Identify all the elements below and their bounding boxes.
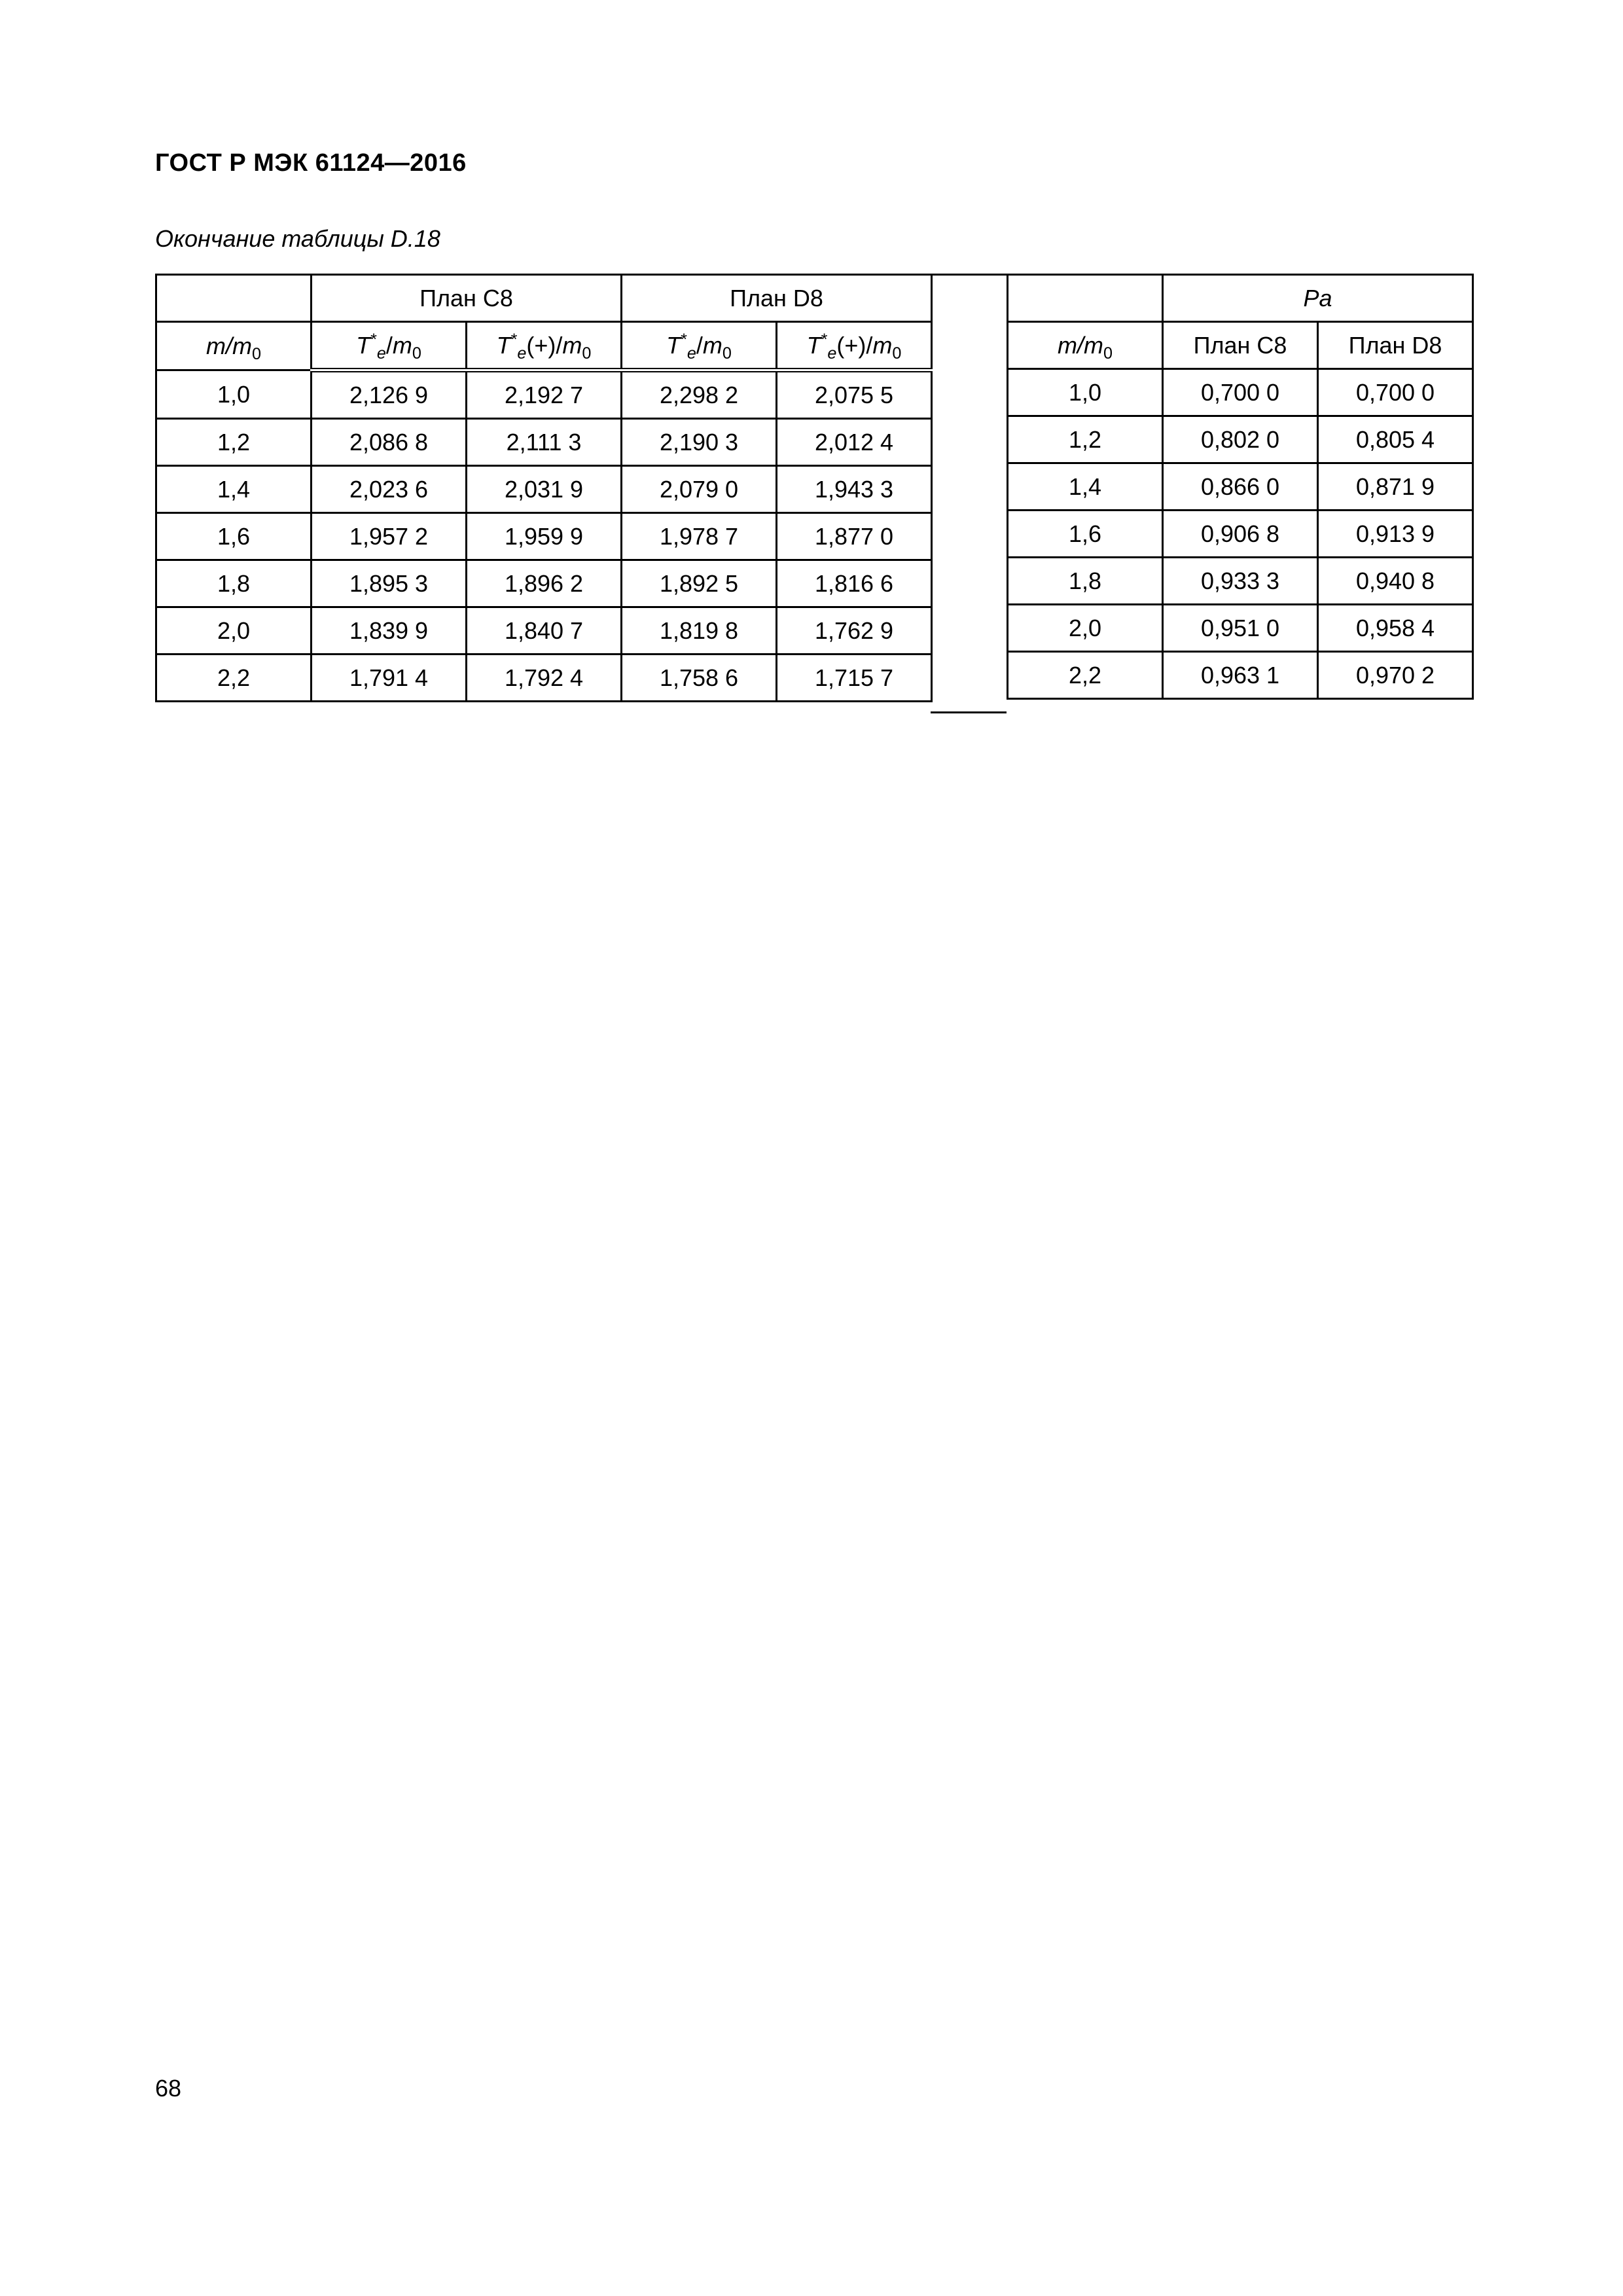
table-cell: 1,957 2 (312, 513, 467, 560)
table-cell: 0,906 8 (1163, 511, 1318, 558)
table-cell: 2,023 6 (312, 466, 467, 513)
header-rest: (+)/m (526, 331, 582, 359)
table-cell: 1,715 7 (777, 655, 932, 702)
header-subscript-e: e (376, 344, 386, 363)
table-cell: 0,913 9 (1318, 511, 1473, 558)
table-row (156, 466, 932, 513)
group-header-cell: Pa (1163, 275, 1473, 322)
header-superscript: * (681, 330, 687, 349)
header-subscript-e: e (827, 344, 837, 363)
column-header-row (1008, 322, 1473, 369)
table-cell: 1,978 7 (622, 513, 777, 560)
table-cell: 2,190 3 (622, 419, 777, 466)
header-subscript: 0 (1103, 344, 1113, 363)
table-cell: 0,963 1 (1163, 652, 1318, 699)
header-rest: /m (385, 331, 412, 359)
document-header: ГОСТ Р МЭК 61124—2016 (155, 149, 467, 177)
table-cell: 0,871 9 (1318, 463, 1473, 511)
table-row (1008, 652, 1473, 699)
column-header (312, 322, 467, 370)
table-cell: 1,896 2 (467, 560, 622, 607)
table-cell: 1,839 9 (312, 607, 467, 655)
table-cell: 0,802 0 (1163, 416, 1318, 463)
column-header-row (156, 322, 932, 370)
table-cell: 1,959 9 (467, 513, 622, 560)
table-row (1008, 511, 1473, 558)
table-row (1008, 463, 1473, 511)
table-row (156, 513, 932, 560)
row-key-cell: 1,0 (1008, 369, 1163, 416)
table-cell: 2,298 2 (622, 370, 777, 419)
row-key-cell: 1,8 (156, 560, 312, 607)
table-cell: 2,192 7 (467, 370, 622, 419)
table-cell: 2,012 4 (777, 419, 932, 466)
group-header-row (1008, 275, 1473, 322)
table-cell: 0,700 0 (1318, 369, 1473, 416)
right-data-table (1007, 274, 1474, 700)
header-symbol: T (356, 331, 371, 359)
empty-header-cell (156, 275, 312, 322)
table-cell: 0,970 2 (1318, 652, 1473, 699)
row-key-cell: 1,0 (156, 370, 312, 419)
header-rest: /m (696, 331, 722, 359)
row-key-cell: 2,0 (156, 607, 312, 655)
table-cell: 2,111 3 (467, 419, 622, 466)
header-subscript: 0 (892, 344, 902, 363)
row-key-cell: 1,2 (156, 419, 312, 466)
row-key-cell: 2,2 (156, 655, 312, 702)
table-cell: 1,791 4 (312, 655, 467, 702)
table-cell: 1,758 6 (622, 655, 777, 702)
table-cell: 0,700 0 (1163, 369, 1318, 416)
table-cell: 1,762 9 (777, 607, 932, 655)
table-row (1008, 369, 1473, 416)
row-key-cell: 1,4 (1008, 463, 1163, 511)
header-subscript: 0 (251, 344, 261, 363)
table-cell: 2,086 8 (312, 419, 467, 466)
column-header (1318, 322, 1473, 369)
row-key-cell: 1,6 (156, 513, 312, 560)
column-header-text: План D8 (1348, 331, 1442, 359)
table-cell: 0,933 3 (1163, 558, 1318, 605)
row-key-cell: 1,4 (156, 466, 312, 513)
table-row (156, 560, 932, 607)
table-cell: 2,126 9 (312, 370, 467, 419)
header-symbol: T (806, 331, 821, 359)
row-key-cell: 2,0 (1008, 605, 1163, 652)
table-cell: 2,075 5 (777, 370, 932, 419)
row-key-cell: 1,8 (1008, 558, 1163, 605)
header-subscript-e: e (687, 344, 696, 363)
header-symbol: T (496, 331, 511, 359)
row-key-cell: 2,2 (1008, 652, 1163, 699)
header-symbol: T (666, 331, 681, 359)
table-cell: 0,866 0 (1163, 463, 1318, 511)
left-data-table (155, 274, 933, 702)
header-subscript: 0 (582, 344, 592, 363)
table-cell: 1,877 0 (777, 513, 932, 560)
table-cell: 1,895 3 (312, 560, 467, 607)
table-cell: 0,805 4 (1318, 416, 1473, 463)
table-row (1008, 605, 1473, 652)
table-cell: 1,943 3 (777, 466, 932, 513)
table-row (156, 655, 932, 702)
column-header (622, 322, 777, 370)
table-row (156, 607, 932, 655)
table-caption: Окончание таблицы D.18 (155, 225, 440, 252)
column-header (156, 322, 312, 370)
empty-header-cell (1008, 275, 1163, 322)
table-cell: 1,892 5 (622, 560, 777, 607)
column-header (1163, 322, 1318, 369)
column-header (777, 322, 932, 370)
table-cell: 1,819 8 (622, 607, 777, 655)
table-row (156, 370, 932, 419)
table-row (1008, 416, 1473, 463)
header-subscript: 0 (412, 344, 421, 363)
table-row (156, 419, 932, 466)
table-cell: 0,951 0 (1163, 605, 1318, 652)
header-subscript: 0 (722, 344, 732, 363)
group-header-cell: План C8 (312, 275, 622, 322)
header-superscript: * (821, 330, 828, 349)
column-header-text: План C8 (1193, 331, 1287, 359)
table-cell: 1,792 4 (467, 655, 622, 702)
group-header-row (156, 275, 932, 322)
header-symbol: m/m (206, 332, 252, 359)
table-gap-column (931, 274, 1007, 713)
row-key-cell: 1,2 (1008, 416, 1163, 463)
header-rest: (+)/m (836, 331, 893, 359)
table-row (1008, 558, 1473, 605)
header-symbol: m/m (1058, 331, 1103, 359)
page-number: 68 (155, 2075, 182, 2102)
header-superscript: * (370, 330, 377, 349)
table-cell: 2,079 0 (622, 466, 777, 513)
column-header (467, 322, 622, 370)
column-header (1008, 322, 1163, 369)
table-cell: 2,031 9 (467, 466, 622, 513)
header-subscript-e: e (517, 344, 527, 363)
table-cell: 1,816 6 (777, 560, 932, 607)
row-key-cell: 1,6 (1008, 511, 1163, 558)
header-superscript: * (510, 330, 518, 349)
table-cell: 1,840 7 (467, 607, 622, 655)
table-cell: 0,958 4 (1318, 605, 1473, 652)
table-cell: 0,940 8 (1318, 558, 1473, 605)
group-header-cell: План D8 (622, 275, 932, 322)
